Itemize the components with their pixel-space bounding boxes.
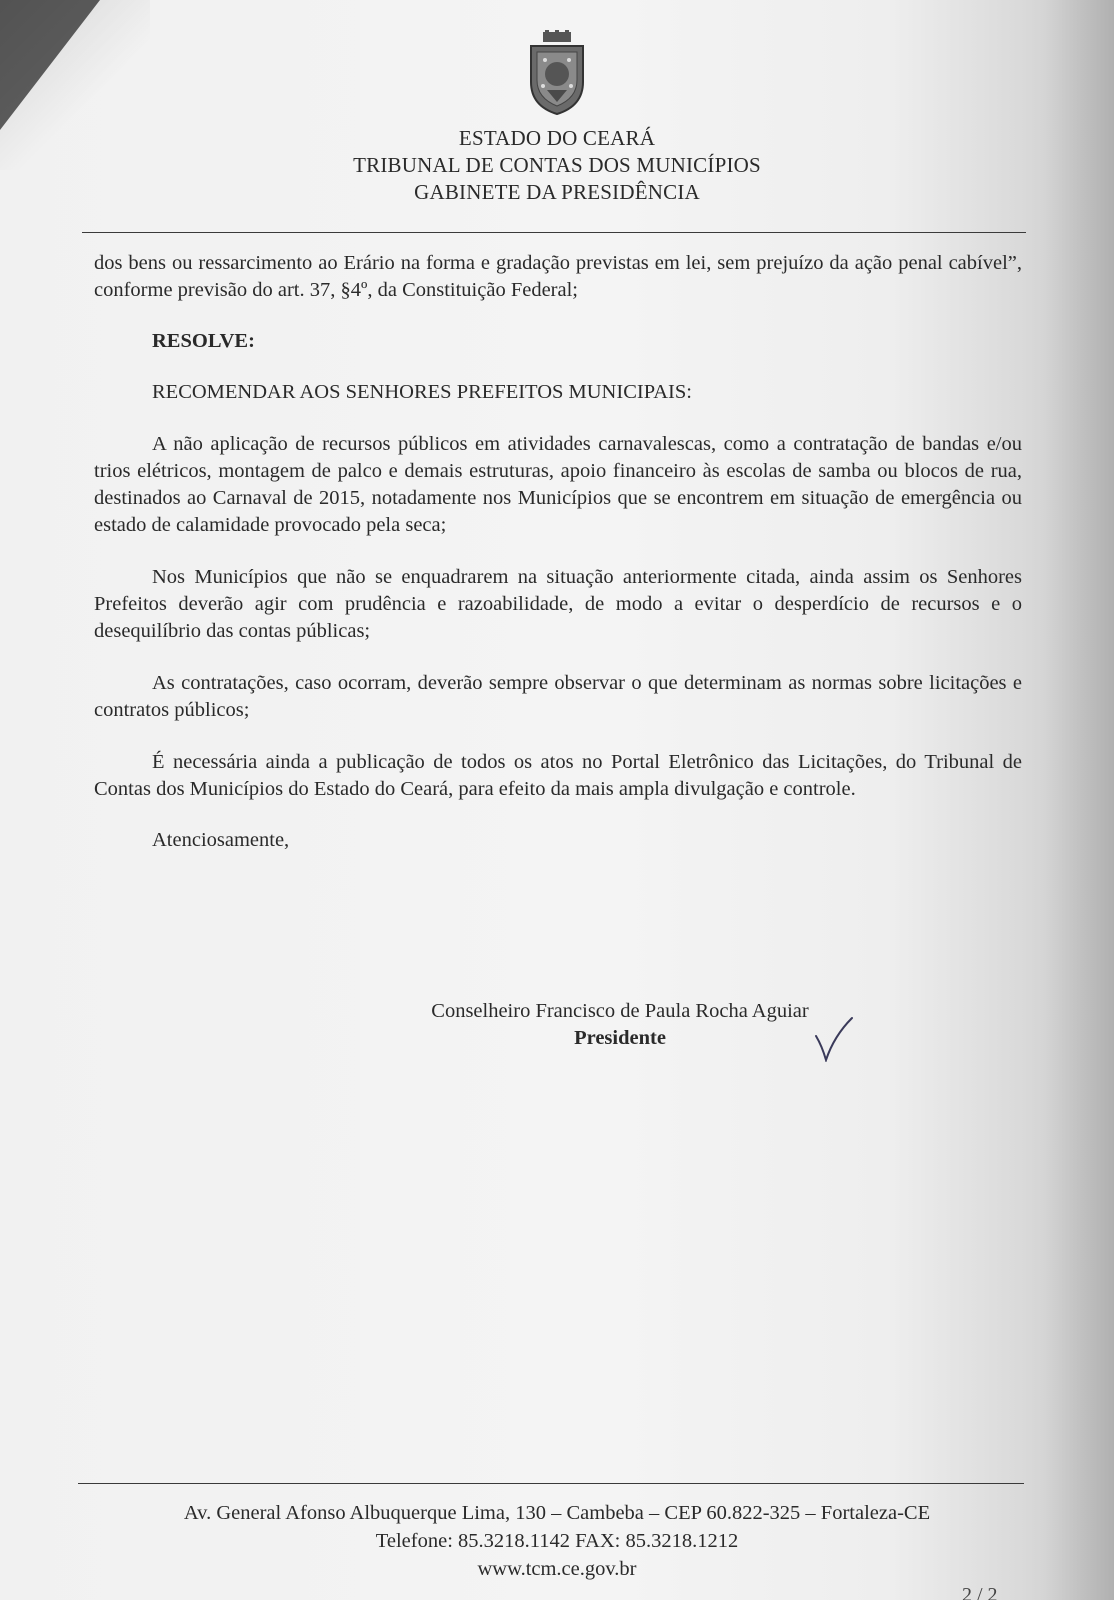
scan-edge-shadow (1044, 0, 1114, 1600)
page-number: 2 / 2 (962, 1584, 998, 1600)
header-cabinet: GABINETE DA PRESIDÊNCIA (414, 180, 700, 204)
recommendation-paragraph-1: A não aplicação de recursos públicos em atividades carnavalescas, como a contratação de bandas e/ou trios elétricos, montagem de palco e demais estruturas, apoio financeiro às escolas de samba ou blocos de rua, destinados ao Carnaval de 2015, notadamente nos Municípios que se encontrem em situação de emergência ou estado de calamidade provocado pela seca; (94, 433, 1022, 536)
recommendation-heading: RECOMENDAR AOS SENHORES PREFEITOS MUNICIPAIS: (152, 381, 692, 403)
footer-address: Av. General Afonso Albuquerque Lima, 130 – Cambeba – CEP 60.822-325 – Fortaleza-CE (183, 1502, 931, 1524)
handwritten-check-mark-icon (814, 1016, 854, 1062)
recommendation-paragraph-2: Nos Municípios que não se enquadrarem na situação anteriormente citada, ainda assim os Senhores Prefeitos deverão agir com prudência e razoabilidade, de modo a evitar o desperdício de recursos e o desequilíbrio das contas públicas; (94, 566, 1022, 642)
resolve-heading: RESOLVE: (152, 330, 255, 352)
footer-phone: Telefone: 85.3218.1142 FAX: 85.3218.1212 (375, 1530, 739, 1552)
footer-divider (78, 1483, 1024, 1484)
closing-salutation: Atenciosamente, (152, 829, 290, 851)
continuation-paragraph: dos bens ou ressarcimento ao Erário na forma e gradação previstas em lei, sem prejuízo da ação penal cabível”, conforme previsão do art. 37, §4º, da Constituição Federal; (94, 252, 1022, 301)
footer (0, 1499, 1114, 1583)
coat-of-arms-icon (525, 30, 589, 116)
document-body (94, 250, 1022, 854)
header-tribunal: TRIBUNAL DE CONTAS DOS MUNICÍPIOS (353, 153, 761, 177)
letterhead (0, 30, 1114, 206)
recommendation-paragraph-4: É necessária ainda a publicação de todos os atos no Portal Eletrônico das Licitações, do Tribunal de Contas dos Municípios do Estado do Ceará, para efeito da mais ampla divulgação e controle. (94, 751, 1022, 800)
footer-website: www.tcm.ce.gov.br (477, 1558, 637, 1580)
header-state: ESTADO DO CEARÁ (458, 126, 656, 150)
signatory-name: Conselheiro Francisco de Paula Rocha Aguiar (431, 1000, 809, 1022)
recommendation-paragraph-3: As contratações, caso ocorram, deverão sempre observar o que determinam as normas sobre licitações e contratos públicos; (94, 672, 1022, 721)
header-divider (82, 232, 1026, 233)
signatory-title: Presidente (574, 1027, 666, 1049)
